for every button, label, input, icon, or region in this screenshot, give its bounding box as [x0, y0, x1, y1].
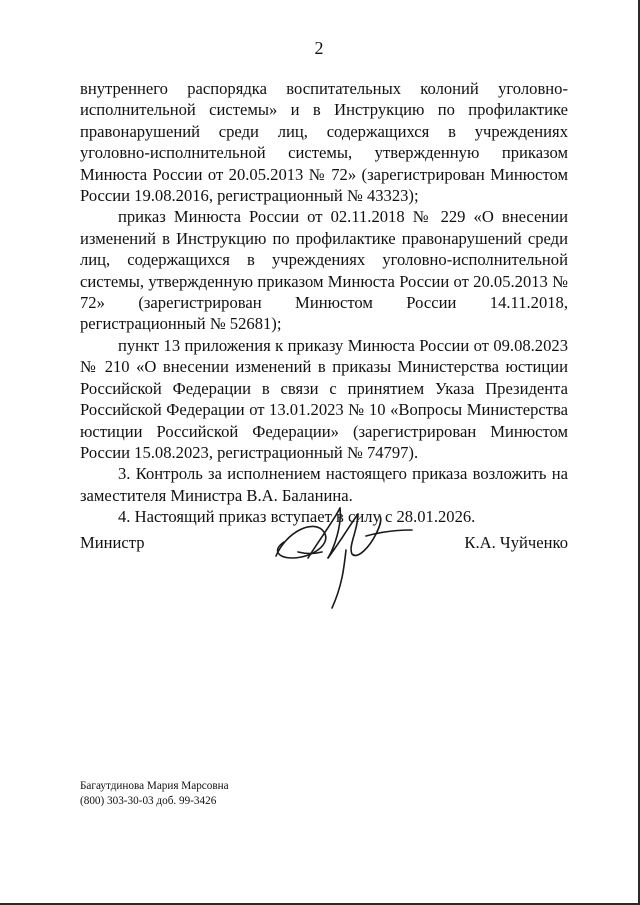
handwritten-signature	[262, 496, 422, 614]
executor-phone: (800) 303-30-03 доб. 99-3426	[80, 795, 217, 807]
paragraph-control: 3. Контроль за исполнением настоящего приказа возложить на заместителя Министра В.А. Баланина.	[80, 464, 568, 505]
paragraph-continuation: внутреннего распорядка воспитательных колоний уголовно-исполнительной системы» и в Инструкцию по профилактике правонарушений среди лиц, содержащихся в учреждениях уголовно-исполнительной системы, утвержденную приказом Минюста России от 20.05.2013 № 72» (зарегистрирован Минюстом России 19.08.2016, регистрационный № 43323);	[80, 79, 568, 206]
paragraph-order-229: приказ Минюста России от 02.11.2018 № 229 «О внесении изменений в Инструкцию по профилактике правонарушений среди лиц, содержащихся в учреждениях уголовно-исполнительной системы, утвержденную приказом Минюста России от 20.05.2013 № 72» (зарегистрирован Минюстом России 14.11.2018, регистрационный № 52681);	[80, 207, 568, 334]
signatory-name: К.А. Чуйченко	[464, 533, 568, 552]
page-number: 2	[314, 38, 324, 58]
signatory-title: Министр	[80, 533, 145, 552]
document-body	[80, 78, 568, 528]
paragraph-item-13: пункт 13 приложения к приказу Минюста России от 09.08.2023 № 210 «О внесении изменений в приказы Министерства юстиции Российской Федерации в связи с принятием Указа Президента Российской Федерации от 13.01.2023 № 10 «Вопросы Министерства юстиции Российской Федерации» (зарегистрирован Минюстом России 15.08.2023, регистрационный № 74797).	[80, 335, 568, 462]
executor-footer	[80, 779, 229, 809]
paragraph-effective-date: 4. Настоящий приказ вступает в силу с 28.01.2026.	[118, 507, 476, 527]
executor-name: Багаутдинова Мария Марсовна	[80, 780, 229, 792]
